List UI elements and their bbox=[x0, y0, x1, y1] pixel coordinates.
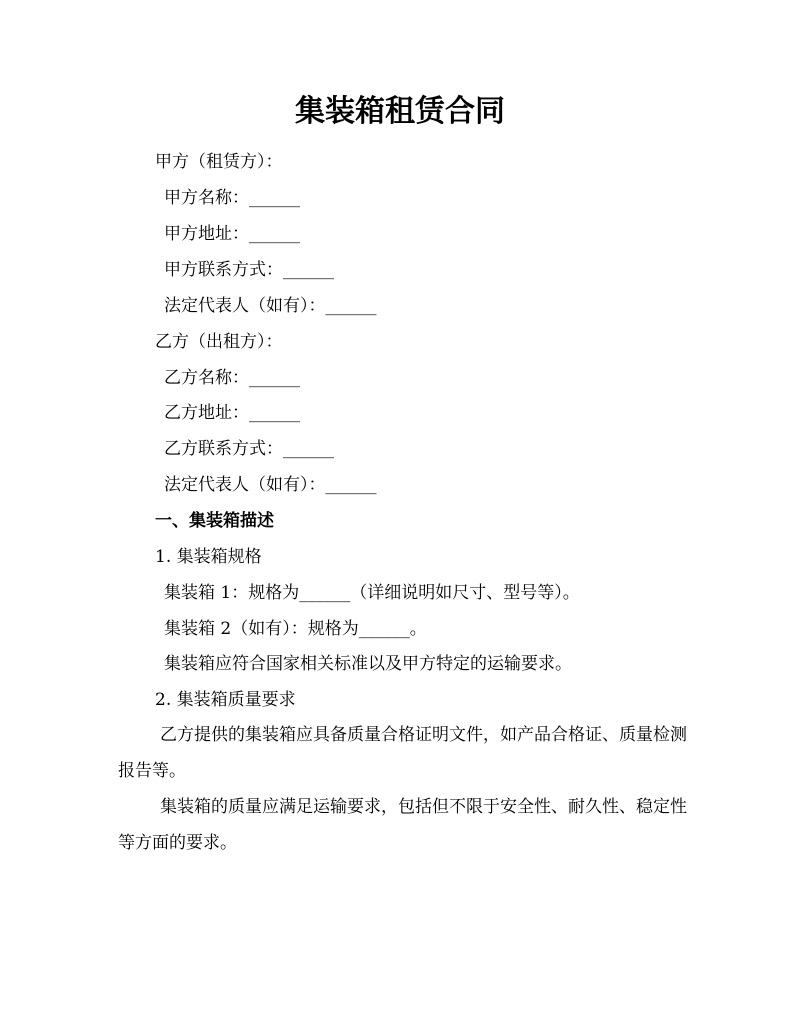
quality-paragraph-2: 集装箱的质量应满足运输要求，包括但不限于安全性、耐久性、稳定性等方面的要求。 bbox=[118, 797, 687, 853]
party-a-address: 甲方地址：______ bbox=[164, 224, 300, 244]
party-b-heading: 乙方（出租方）： bbox=[155, 332, 283, 352]
party-b-representative: 法定代表人（如有）：______ bbox=[164, 475, 377, 495]
spec-item-1: 集装箱 1：规格为______（详细说明如尺寸、型号等）。 bbox=[164, 583, 580, 603]
quality-heading: 2. 集装箱质量要求 bbox=[155, 690, 296, 710]
spec-item-2: 集装箱 2（如有）：规格为______。 bbox=[164, 619, 427, 639]
party-b-contact: 乙方联系方式：______ bbox=[164, 439, 334, 459]
party-a-representative: 法定代表人（如有）：______ bbox=[164, 296, 377, 316]
document-title: 集装箱租赁合同 bbox=[295, 94, 505, 129]
spec-item-3: 集装箱应符合国家相关标准以及甲方特定的运输要求。 bbox=[164, 654, 572, 674]
section-1-heading: 一、集装箱描述 bbox=[155, 511, 274, 531]
quality-paragraph-1: 乙方提供的集装箱应具备质量合格证明文件，如产品合格证、质量检测报告等。 bbox=[118, 725, 687, 781]
party-b-address: 乙方地址：______ bbox=[164, 403, 300, 423]
party-a-heading: 甲方（租赁方）： bbox=[155, 152, 283, 172]
party-a-name: 甲方名称：______ bbox=[164, 188, 300, 208]
spec-heading: 1. 集装箱规格 bbox=[155, 547, 262, 567]
party-a-contact: 甲方联系方式：______ bbox=[164, 260, 334, 280]
party-b-name: 乙方名称：______ bbox=[164, 368, 300, 388]
